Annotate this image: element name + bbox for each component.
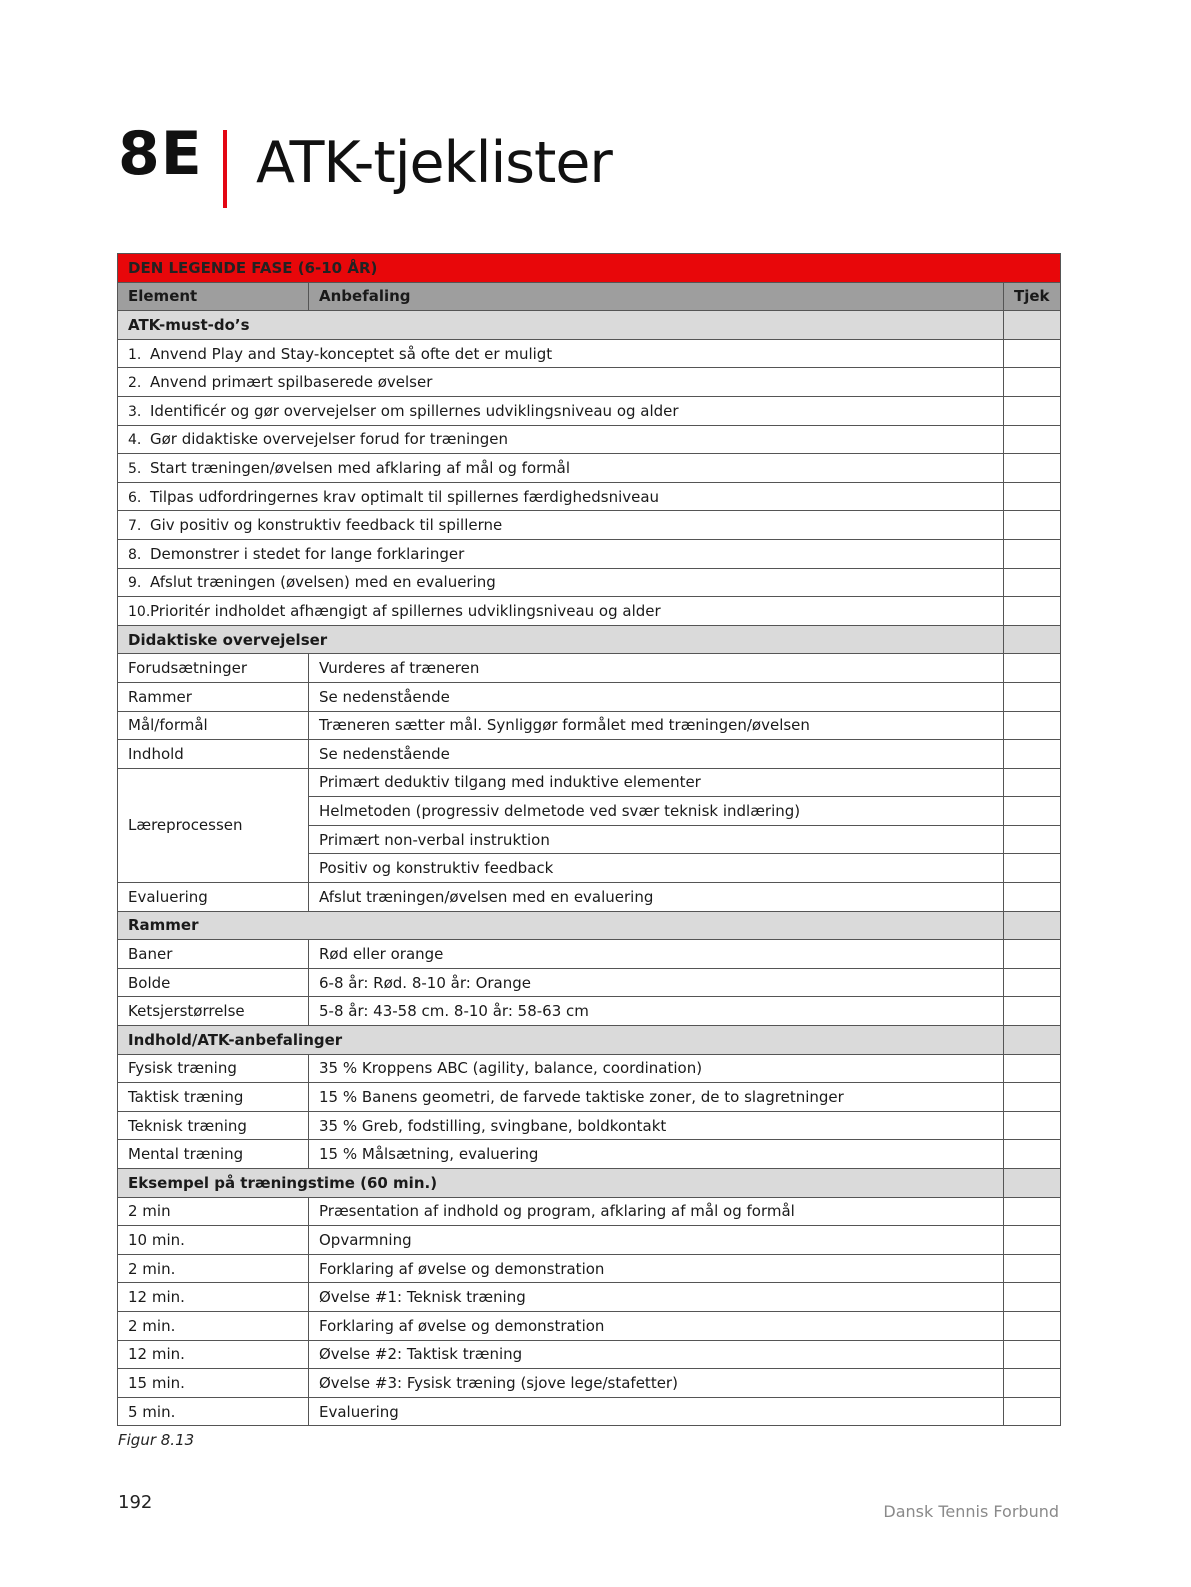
table-row [118,968,1061,997]
check-cell[interactable] [1004,1026,1061,1055]
item-number: 5. [128,460,142,477]
recommendation-cell: Helmetoden (progressiv delmetode ved svær teknisk indlæring) [309,797,1004,826]
item-text: Anvend Play and Stay-konceptet så ofte det er muligt [150,344,553,363]
element-cell: Fysisk træning [118,1054,309,1083]
must-do-row [118,511,1061,540]
section-row-must-dos [118,311,1061,340]
table-row [118,1140,1061,1169]
element-cell: Baner [118,940,309,969]
check-cell[interactable] [1004,911,1061,940]
column-header-check: Tjek [1004,282,1061,311]
check-cell[interactable] [1004,740,1061,769]
table-row [118,883,1061,912]
section-row-didactic [118,625,1061,654]
item-number: 4. [128,432,142,449]
element-cell: Læreprocessen [118,768,309,882]
element-cell: 5 min. [118,1397,309,1426]
atk-checklist-table [117,253,1061,1426]
recommendation-cell: 35 % Greb, fodstilling, svingbane, boldkontakt [309,1111,1004,1140]
item-number: 7. [128,518,142,535]
table-row [118,1283,1061,1312]
element-cell: Rammer [118,682,309,711]
must-do-item [118,339,1004,368]
table-row [118,997,1061,1026]
section-title: Rammer [118,911,1004,940]
column-header-recommendation: Anbefaling [309,282,1004,311]
check-cell[interactable] [1004,1226,1061,1255]
table-row [118,1226,1061,1255]
check-cell[interactable] [1004,1169,1061,1198]
check-cell[interactable] [1004,311,1061,340]
check-cell[interactable] [1004,654,1061,683]
table-row [118,711,1061,740]
element-cell: Mål/formål [118,711,309,740]
table-row [118,1054,1061,1083]
table-row [118,1311,1061,1340]
recommendation-cell: Præsentation af indhold og program, afklaring af mål og formål [309,1197,1004,1226]
section-title: Eksempel på træningstime (60 min.) [118,1169,1004,1198]
recommendation-cell: Forklaring af øvelse og demonstration [309,1254,1004,1283]
column-header-row [118,282,1061,311]
table-row [118,1397,1061,1426]
check-cell[interactable] [1004,1311,1061,1340]
recommendation-cell: 15 % Målsætning, evaluering [309,1140,1004,1169]
recommendation-cell: Forklaring af øvelse og demonstration [309,1311,1004,1340]
table-row [118,768,1061,797]
check-cell[interactable] [1004,511,1061,540]
element-cell: 15 min. [118,1369,309,1398]
item-text: Identificér og gør overvejelser om spillernes udviklingsniveau og alder [150,401,679,420]
section-row-content [118,1026,1061,1055]
section-title: ATK-must-do’s [118,311,1004,340]
publisher-name: Dansk Tennis Forbund [883,1502,1059,1521]
recommendation-cell: Øvelse #2: Taktisk træning [309,1340,1004,1369]
element-cell: 2 min. [118,1311,309,1340]
must-do-item [118,597,1004,626]
recommendation-cell: Vurderes af træneren [309,654,1004,683]
check-cell[interactable] [1004,1283,1061,1312]
recommendation-cell: Træneren sætter mål. Synliggør formålet med træningen/øvelsen [309,711,1004,740]
element-cell: 10 min. [118,1226,309,1255]
must-do-row [118,368,1061,397]
recommendation-cell: Rød eller orange [309,940,1004,969]
check-cell[interactable] [1004,425,1061,454]
check-cell[interactable] [1004,454,1061,483]
check-cell[interactable] [1004,1140,1061,1169]
element-cell: 2 min. [118,1254,309,1283]
section-row-example [118,1169,1061,1198]
must-do-item [118,539,1004,568]
figure-caption: Figur 8.13 [118,1431,195,1449]
table-row [118,740,1061,769]
item-text: Prioritér indholdet afhængigt af spillernes udviklingsniveau og alder [150,601,661,620]
page-number: 192 [118,1492,153,1513]
item-text: Gør didaktiske overvejelser forud for træningen [150,430,508,449]
check-cell[interactable] [1004,825,1061,854]
check-cell[interactable] [1004,711,1061,740]
check-cell[interactable] [1004,1054,1061,1083]
check-cell[interactable] [1004,1254,1061,1283]
recommendation-cell: Evaluering [309,1397,1004,1426]
must-do-item [118,454,1004,483]
must-do-row [118,482,1061,511]
element-cell: 2 min [118,1197,309,1226]
phase-header-row [118,254,1061,283]
element-cell: Forudsætninger [118,654,309,683]
item-number: 9. [128,575,142,592]
table-row [118,1340,1061,1369]
chapter-divider [223,130,227,208]
table-row [118,1369,1061,1398]
check-cell[interactable] [1004,568,1061,597]
check-cell[interactable] [1004,883,1061,912]
recommendation-cell: Primært non-verbal instruktion [309,825,1004,854]
element-cell: Teknisk træning [118,1111,309,1140]
item-text: Tilpas udfordringernes krav optimalt til spillernes færdighedsniveau [150,487,660,506]
must-do-row [118,568,1061,597]
must-do-row [118,539,1061,568]
element-cell: Indhold [118,740,309,769]
check-cell[interactable] [1004,1111,1061,1140]
element-cell: Evaluering [118,883,309,912]
column-header-element: Element [118,282,309,311]
recommendation-cell: Øvelse #3: Fysisk træning (sjove lege/stafetter) [309,1369,1004,1398]
check-cell[interactable] [1004,1340,1061,1369]
check-cell[interactable] [1004,997,1061,1026]
recommendation-cell: 6-8 år: Rød. 8-10 år: Orange [309,968,1004,997]
item-text: Afslut træningen (øvelsen) med en evaluering [150,573,496,592]
must-do-row [118,454,1061,483]
must-do-item [118,482,1004,511]
table-row [118,1111,1061,1140]
recommendation-cell: Se nedenstående [309,682,1004,711]
recommendation-cell: Se nedenstående [309,740,1004,769]
item-text: Start træningen/øvelsen med afklaring af mål og formål [150,458,571,477]
check-cell[interactable] [1004,339,1061,368]
recommendation-cell: Øvelse #1: Teknisk træning [309,1283,1004,1312]
must-do-item [118,396,1004,425]
item-number: 10. [128,603,151,620]
item-number: 8. [128,546,142,563]
check-cell[interactable] [1004,1397,1061,1426]
check-cell[interactable] [1004,940,1061,969]
check-cell[interactable] [1004,625,1061,654]
check-cell[interactable] [1004,368,1061,397]
check-cell[interactable] [1004,597,1061,626]
must-do-row [118,339,1061,368]
must-do-item [118,368,1004,397]
table-row [118,1197,1061,1226]
must-do-row [118,396,1061,425]
check-cell[interactable] [1004,539,1061,568]
recommendation-cell: 35 % Kroppens ABC (agility, balance, coordination) [309,1054,1004,1083]
item-text: Giv positiv og konstruktiv feedback til spillerne [150,516,503,535]
recommendation-cell: Afslut træningen/øvelsen med en evaluering [309,883,1004,912]
section-row-frames [118,911,1061,940]
element-cell: Ketsjerstørrelse [118,997,309,1026]
table-row [118,654,1061,683]
recommendation-cell: 15 % Banens geometri, de farvede taktiske zoner, de to slagretninger [309,1083,1004,1112]
check-cell[interactable] [1004,1083,1061,1112]
must-do-item [118,511,1004,540]
check-cell[interactable] [1004,682,1061,711]
must-do-item [118,425,1004,454]
check-cell[interactable] [1004,1369,1061,1398]
item-number: 2. [128,375,142,392]
element-cell: Bolde [118,968,309,997]
section-title: Indhold/ATK-anbefalinger [118,1026,1004,1055]
item-number: 1. [128,346,142,363]
recommendation-cell: Primært deduktiv tilgang med induktive elementer [309,768,1004,797]
must-do-row [118,597,1061,626]
phase-title: DEN LEGENDE FASE (6-10 ÅR) [118,254,1061,283]
element-cell: Mental træning [118,1140,309,1169]
must-do-item [118,568,1004,597]
element-cell: 12 min. [118,1283,309,1312]
section-title: Didaktiske overvejelser [118,625,1004,654]
element-cell: Taktisk træning [118,1083,309,1112]
recommendation-cell: 5-8 år: 43-58 cm. 8-10 år: 58-63 cm [309,997,1004,1026]
check-cell[interactable] [1004,1197,1061,1226]
must-do-row [118,425,1061,454]
recommendation-cell: Opvarmning [309,1226,1004,1255]
check-cell[interactable] [1004,968,1061,997]
check-cell[interactable] [1004,797,1061,826]
item-number: 3. [128,403,142,420]
chapter-number: 8E [118,119,203,189]
recommendation-cell: Positiv og konstruktiv feedback [309,854,1004,883]
item-number: 6. [128,489,142,506]
table-row [118,940,1061,969]
table-row [118,682,1061,711]
check-cell[interactable] [1004,854,1061,883]
item-text: Demonstrer i stedet for lange forklaringer [150,544,465,563]
item-text: Anvend primært spilbaserede øvelser [150,373,433,392]
element-cell: 12 min. [118,1340,309,1369]
check-cell[interactable] [1004,396,1061,425]
table-row [118,1254,1061,1283]
page-title: ATK-tjeklister [256,130,612,196]
check-cell[interactable] [1004,768,1061,797]
table-row [118,1083,1061,1112]
check-cell[interactable] [1004,482,1061,511]
